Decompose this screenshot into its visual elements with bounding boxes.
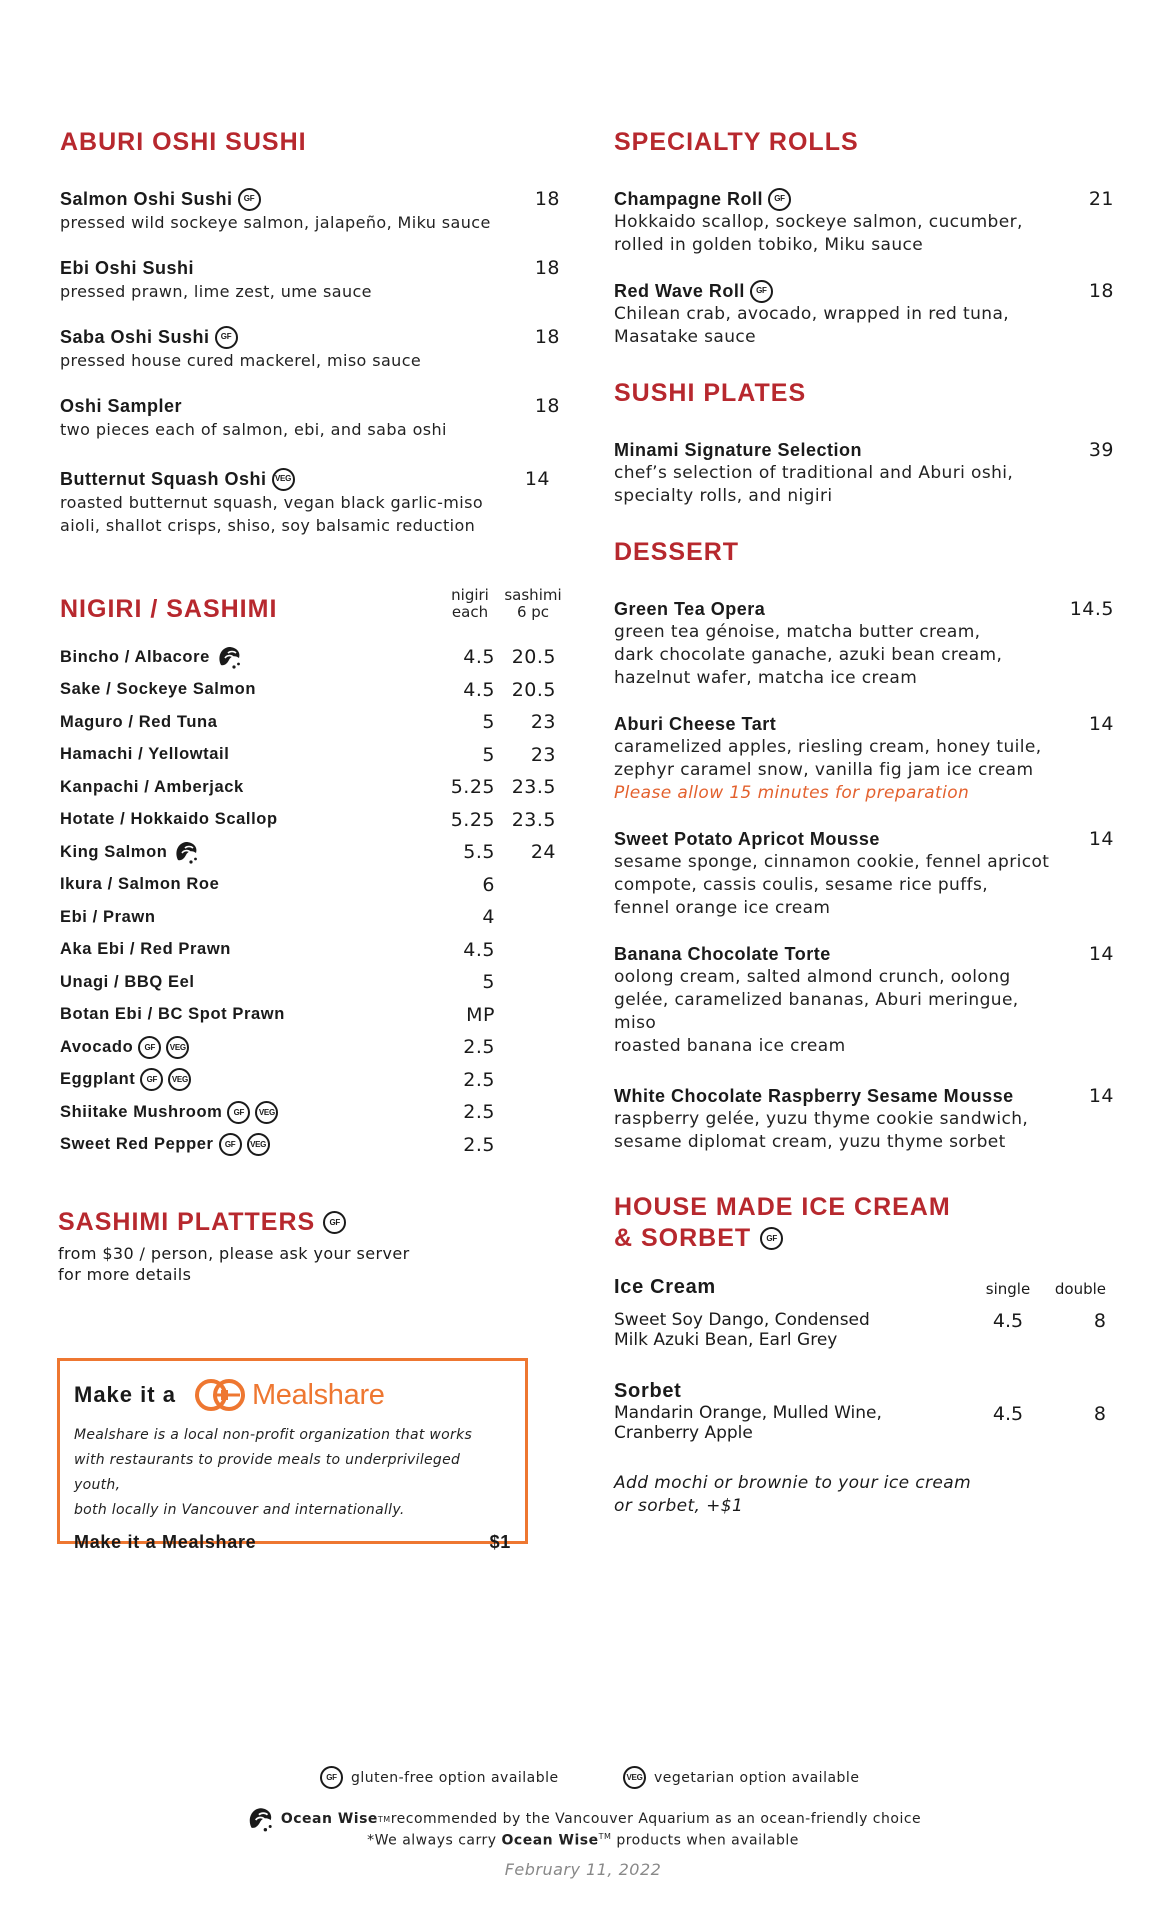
ocean-wise-icon (215, 643, 243, 671)
table-row (60, 869, 560, 902)
legend-gf-text: gluten-free option available (351, 1769, 559, 1786)
sashimi-price: 20.5 (511, 646, 556, 669)
item-price: 18 (534, 395, 560, 417)
menu-item (614, 827, 1114, 920)
item-name: Salmon Oshi Sushi (60, 189, 233, 209)
menu-item (60, 325, 560, 372)
col-label: each (451, 603, 489, 621)
item-price: 18 (1088, 280, 1114, 302)
table-row (60, 739, 560, 772)
carry-post: products when available (611, 1832, 799, 1849)
mealshare-logo-text: Mealshare (251, 1378, 385, 1411)
table-row (60, 999, 560, 1032)
row-name: Sweet Red Pepper (60, 1135, 214, 1154)
row-name: Avocado (60, 1037, 134, 1056)
gluten-free-icon: GF (140, 1068, 163, 1091)
table-row (60, 804, 560, 837)
nigiri-price: 4.5 (463, 646, 495, 669)
icecream-label: Ice Cream (614, 1275, 716, 1298)
row-name: Sake / Sockeye Salmon (60, 680, 257, 699)
item-name: Aburi Cheese Tart (614, 714, 777, 734)
icecream-desc: Sweet Soy Dango, Condensed (614, 1310, 870, 1330)
menu-item (60, 394, 560, 441)
right-column (614, 128, 1114, 1518)
section-title-plates: SUSHI PLATES (614, 379, 807, 407)
item-price: 18 (534, 326, 560, 348)
item-name: Minami Signature Selection (614, 440, 863, 460)
row-name: Hamachi / Yellowtail (60, 745, 230, 764)
table-row (60, 674, 560, 707)
item-desc: dark chocolate ganache, azuki bean cream, (614, 645, 1003, 665)
item-price: 14 (1088, 1085, 1114, 1107)
ocean-wise-text: recommended by the Vancouver Aquarium as an ocean-friendly choice (390, 1811, 922, 1827)
menu-item (614, 438, 1114, 508)
gluten-free-icon: GF (323, 1211, 346, 1234)
platters-desc: for more details (58, 1265, 192, 1284)
menu-item (614, 187, 1114, 257)
gluten-free-icon: GF (760, 1227, 783, 1250)
section-title-icecream: HOUSE MADE ICE CREAM (614, 1193, 951, 1221)
legend-gf (320, 1766, 559, 1789)
gluten-free-icon: GF (750, 280, 773, 303)
sashimi-price: 23 (530, 743, 556, 766)
carry-line (0, 1832, 1166, 1849)
nigiri-price: 2.5 (463, 1101, 495, 1124)
table-row (60, 706, 560, 739)
preparation-note: Please allow 15 minutes for preparation (614, 783, 970, 803)
sashimi-price: 23.5 (511, 808, 556, 831)
item-desc: chef’s selection of traditional and Aburi oshi, (614, 463, 1014, 483)
sorbet-desc: Cranberry Apple (614, 1423, 753, 1443)
mealshare-logo-icon (194, 1378, 246, 1412)
nigiri-price: 4 (482, 906, 495, 929)
item-desc: aioli, shallot crisps, shiso, soy balsamic reduction (60, 516, 476, 535)
mealshare-make: Make it a (74, 1382, 176, 1407)
nigiri-price: MP (466, 1003, 495, 1026)
table-row (60, 934, 560, 967)
sashimi-price: 20.5 (511, 678, 556, 701)
menu-date: February 11, 2022 (504, 1860, 662, 1879)
icecream-header (614, 1270, 1114, 1304)
item-desc: pressed wild sockeye salmon, jalapeño, Miku sauce (60, 213, 491, 232)
double-price: 8 (1093, 1310, 1106, 1332)
item-desc: roasted butternut squash, vegan black garlic-miso (60, 493, 484, 512)
menu-item (614, 279, 1114, 349)
icecream-row (614, 1310, 1114, 1362)
legend-veg-text: vegetarian option available (654, 1769, 860, 1786)
gluten-free-icon: GF (320, 1766, 343, 1789)
item-price: 39 (1088, 439, 1114, 461)
row-name: Ikura / Salmon Roe (60, 875, 220, 894)
item-desc: Chilean crab, avocado, wrapped in red tuna, (614, 304, 1010, 324)
table-row (60, 1129, 560, 1162)
menu-item (60, 256, 560, 303)
item-name: Saba Oshi Sushi (60, 327, 210, 347)
item-price: 14.5 (1069, 598, 1114, 620)
sashimi-price: 24 (530, 841, 556, 864)
row-name: Eggplant (60, 1070, 136, 1089)
trademark: TM (598, 1832, 612, 1841)
item-name: Banana Chocolate Torte (614, 944, 831, 964)
vegetarian-icon: VEG (623, 1766, 646, 1789)
row-name: Shiitake Mushroom (60, 1102, 223, 1121)
legend-veg (623, 1766, 859, 1789)
item-price: 21 (1088, 188, 1114, 210)
single-price: 4.5 (992, 1310, 1024, 1332)
table-row (60, 836, 560, 869)
nigiri-price: 4.5 (463, 678, 495, 701)
item-desc: rolled in golden tobiko, Miku sauce (614, 235, 924, 255)
gluten-free-icon: GF (219, 1133, 242, 1156)
ocean-wise-brand: Ocean Wise (280, 1811, 378, 1827)
row-name: Ebi / Prawn (60, 907, 156, 926)
nigiri-price: 5.25 (450, 808, 495, 831)
mealshare-box (57, 1358, 528, 1552)
section-title-platters: SASHIMI PLATTERS (58, 1208, 316, 1236)
trademark: TM (377, 1814, 391, 1824)
nigiri-price: 5.5 (463, 841, 495, 864)
item-desc: two pieces each of salmon, ebi, and saba oshi (60, 420, 447, 439)
item-desc: green tea génoise, matcha butter cream, (614, 622, 981, 642)
mealshare-desc: both locally in Vancouver and internationally. (74, 1502, 405, 1518)
vegetarian-icon: VEG (168, 1068, 191, 1091)
ocean-wise-line (0, 1804, 1166, 1834)
mealshare-desc: with restaurants to provide meals to underprivileged youth, (74, 1452, 461, 1493)
addon-note: or sorbet, +$1 (614, 1496, 744, 1516)
row-name: Kanpachi / Amberjack (60, 777, 244, 796)
item-desc: sesame sponge, cinnamon cookie, fennel apricot (614, 852, 1050, 872)
item-desc: raspberry gelée, yuzu thyme cookie sandwich, (614, 1109, 1029, 1129)
menu-item (614, 1084, 1114, 1154)
item-desc: zephyr caramel snow, vanilla fig jam ice cream (614, 760, 1034, 780)
mealshare-price: $1 (489, 1532, 511, 1552)
sashimi-price: 23 (530, 711, 556, 734)
nigiri-header (60, 583, 560, 633)
vegetarian-icon: VEG (255, 1101, 278, 1124)
menu-item (614, 942, 1114, 1058)
menu-item (614, 712, 1114, 805)
item-name: Oshi Sampler (60, 396, 183, 416)
addon-note: Add mochi or brownie to your ice cream (614, 1473, 972, 1493)
table-row (60, 1096, 560, 1129)
table-row (60, 966, 560, 999)
col-single: single (985, 1280, 1031, 1298)
row-name: Aka Ebi / Red Prawn (60, 940, 231, 959)
item-name: White Chocolate Raspberry Sesame Mousse (614, 1086, 1014, 1106)
section-title-dessert: DESSERT (614, 538, 740, 566)
item-desc: oolong cream, salted almond crunch, oolong (614, 967, 1011, 987)
item-price: 14 (524, 468, 550, 490)
gluten-free-icon: GF (238, 188, 261, 211)
double-price: 8 (1093, 1403, 1106, 1425)
table-row (60, 1064, 560, 1097)
sashimi-price: 23.5 (511, 776, 556, 799)
nigiri-price: 2.5 (463, 1068, 495, 1091)
section-title-specialty: SPECIALTY ROLLS (614, 128, 859, 156)
legend (0, 1766, 1166, 1796)
menu-item (60, 187, 560, 234)
platters-desc: from $30 / person, please ask your server (58, 1244, 410, 1263)
gluten-free-icon: GF (215, 326, 238, 349)
item-name: Champagne Roll (614, 189, 764, 209)
nigiri-price: 2.5 (463, 1036, 495, 1059)
item-desc: Hokkaido scallop, sockeye salmon, cucumber, (614, 212, 1023, 232)
row-name: Unagi / BBQ Eel (60, 972, 195, 991)
sorbet-label: Sorbet (614, 1380, 682, 1402)
menu-item (614, 597, 1114, 690)
ocean-wise-brand: Ocean Wise (501, 1832, 599, 1849)
row-name: Botan Ebi / BC Spot Prawn (60, 1005, 285, 1024)
item-desc: fennel orange ice cream (614, 898, 831, 918)
item-price: 18 (534, 188, 560, 210)
sashimi-platters (58, 1208, 538, 1285)
nigiri-price: 2.5 (463, 1133, 495, 1156)
icecream-desc: Milk Azuki Bean, Earl Grey (614, 1330, 838, 1350)
section-title-nigiri: NIGIRI / SASHIMI (60, 595, 278, 623)
item-desc: caramelized apples, riesling cream, honey tuile, (614, 737, 1042, 757)
item-desc: sesame diplomat cream, yuzu thyme sorbet (614, 1132, 1006, 1152)
col-label: nigiri (451, 586, 489, 604)
single-price: 4.5 (992, 1403, 1024, 1425)
nigiri-price: 5.25 (450, 776, 495, 799)
item-desc: compote, cassis coulis, sesame rice puffs, (614, 875, 989, 895)
table-row (60, 641, 560, 674)
item-price: 14 (1088, 828, 1114, 850)
item-desc: gelée, caramelized bananas, Aburi meringue, miso (614, 990, 1019, 1033)
carry-pre: *We always carry (367, 1832, 502, 1849)
ocean-wise-icon (245, 1804, 275, 1834)
item-desc: roasted banana ice cream (614, 1036, 846, 1056)
sorbet-desc: Mandarin Orange, Mulled Wine, (614, 1403, 882, 1423)
sorbet-row (614, 1380, 1114, 1456)
item-desc: pressed prawn, lime zest, ume sauce (60, 282, 372, 301)
item-desc: specialty rolls, and nigiri (614, 486, 833, 506)
mealshare-item: Make it a Mealshare (74, 1532, 257, 1552)
table-row (60, 901, 560, 934)
nigiri-column-header (445, 587, 495, 621)
row-name: King Salmon (60, 842, 168, 861)
ocean-wise-icon (172, 838, 200, 866)
section-title-aburi-oshi: ABURI OSHI SUSHI (60, 128, 307, 156)
item-desc: pressed house cured mackerel, miso sauce (60, 351, 422, 370)
col-double: double (1054, 1280, 1106, 1298)
vegetarian-icon: VEG (247, 1133, 270, 1156)
nigiri-price: 5 (482, 971, 495, 994)
item-name: Sweet Potato Apricot Mousse (614, 829, 880, 849)
item-name: Ebi Oshi Sushi (60, 258, 195, 278)
item-price: 14 (1088, 943, 1114, 965)
item-name: Green Tea Opera (614, 599, 766, 619)
vegetarian-icon: VEG (166, 1036, 189, 1059)
item-price: 14 (1088, 713, 1114, 735)
item-desc: Masatake sauce (614, 327, 756, 347)
nigiri-price: 5 (482, 711, 495, 734)
vegetarian-icon: VEG (272, 468, 295, 491)
nigiri-price: 6 (482, 873, 495, 896)
item-price: 18 (534, 257, 560, 279)
item-name: Butternut Squash Oshi (60, 469, 267, 489)
col-label: 6 pc (516, 603, 550, 621)
item-desc: hazelnut wafer, matcha ice cream (614, 668, 918, 688)
sashimi-column-header (500, 587, 566, 621)
left-column (60, 128, 560, 1161)
mealshare-desc: Mealshare is a local non-profit organization that works (74, 1427, 473, 1443)
gluten-free-icon: GF (227, 1101, 250, 1124)
section-title-icecream: & SORBET (614, 1224, 752, 1252)
row-name: Maguro / Red Tuna (60, 712, 218, 731)
nigiri-price: 4.5 (463, 938, 495, 961)
nigiri-price: 5 (482, 743, 495, 766)
row-name: Hotate / Hokkaido Scallop (60, 810, 278, 829)
gluten-free-icon: GF (768, 188, 791, 211)
gluten-free-icon: GF (138, 1036, 161, 1059)
col-label: sashimi (504, 586, 562, 604)
table-row (60, 1031, 560, 1064)
row-name: Bincho / Albacore (60, 647, 210, 666)
menu-item (60, 467, 560, 537)
item-name: Red Wave Roll (614, 281, 745, 301)
table-row (60, 771, 560, 804)
